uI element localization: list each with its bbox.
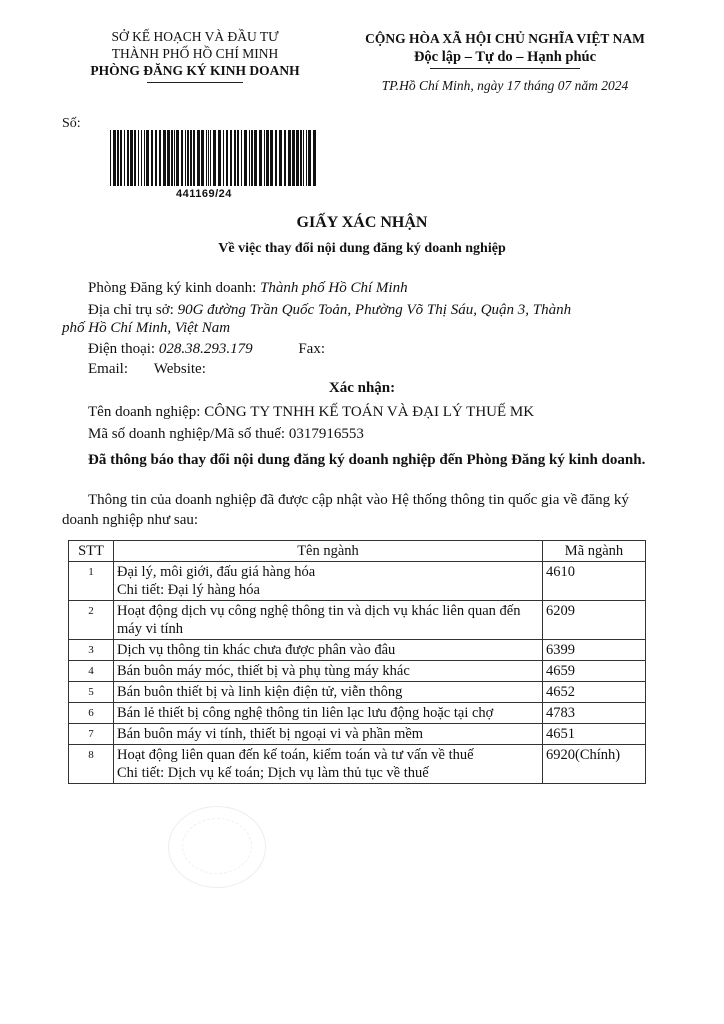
barcode-bar <box>208 130 209 186</box>
barcode-bar <box>308 130 311 186</box>
barcode-bar <box>251 130 253 186</box>
enterprise-name-value: CÔNG TY TNHH KẾ TOÁN VÀ ĐẠI LÝ THUẾ MK <box>204 404 535 420</box>
address-value-2: phố Hồ Chí Minh, Việt Nam <box>62 320 231 336</box>
barcode-bar <box>171 130 173 186</box>
email-label: Email: <box>88 361 128 377</box>
row-stt: 4 <box>69 661 114 682</box>
tax-code-line <box>88 424 654 444</box>
row-stt: 2 <box>69 601 114 640</box>
barcode-bar <box>241 130 242 186</box>
industry-name-text: Đại lý, môi giới, đấu giá hàng hóa <box>117 564 316 580</box>
table-row <box>69 724 646 745</box>
barcode-bar <box>279 130 282 186</box>
barcode-bar <box>218 130 221 186</box>
barcode-bar <box>146 130 149 186</box>
table-row <box>69 601 646 640</box>
row-industry-name: Hoạt động dịch vụ công nghệ thông tin và dịch vụ khác liên quan đến máy vi tính <box>114 601 543 640</box>
office-value: Thành phố Hồ Chí Minh <box>260 280 408 296</box>
row-industry-code: 6399 <box>543 640 646 661</box>
barcode-bar <box>144 130 145 186</box>
barcode-bar <box>190 130 192 186</box>
row-industry-code: 4783 <box>543 703 646 724</box>
barcode-bar <box>141 130 142 186</box>
barcode-bar <box>303 130 304 186</box>
barcode-bar <box>259 130 262 186</box>
barcode-bar <box>163 130 166 186</box>
nation-name: CỘNG HÒA XÃ HỘI CHỦ NGHĨA VIỆT NAM <box>365 31 645 46</box>
row-industry-code: 6209 <box>543 601 646 640</box>
table-row <box>69 661 646 682</box>
row-industry-name <box>114 745 543 784</box>
row-stt: 6 <box>69 703 114 724</box>
barcode-bar <box>210 130 211 186</box>
barcode-bar <box>230 130 232 186</box>
row-industry-code: 4610 <box>543 562 646 601</box>
row-industry-name: Bán buôn thiết bị và linh kiện điện tử, viễn thông <box>114 682 543 703</box>
agency-underline <box>147 82 243 83</box>
tax-code-label: Mã số doanh nghiệp/Mã số thuế: <box>88 426 286 442</box>
row-industry-name <box>114 562 543 601</box>
barcode-bar <box>223 130 224 186</box>
barcode-bar <box>284 130 286 186</box>
barcode-bar <box>197 130 200 186</box>
barcode-bar <box>167 130 170 186</box>
motto-underline <box>430 68 580 69</box>
agency-line-2: THÀNH PHỐ HỒ CHÍ MINH <box>111 46 279 61</box>
enterprise-name-label: Tên doanh nghiệp: <box>88 404 201 420</box>
barcode-bar <box>159 130 161 186</box>
phone-value: 028.38.293.179 <box>158 341 253 357</box>
barcode-bar <box>266 130 269 186</box>
barcode-bar <box>275 130 277 186</box>
email-line <box>88 359 654 379</box>
intro-paragraph: Thông tin của doanh nghiệp đã được cập nhật vào Hệ thống thông tin quốc gia về đăng ký doanh nghiệp như sau: <box>62 492 629 528</box>
barcode-bar <box>134 130 136 186</box>
row-industry-name: Dịch vụ thông tin khác chưa được phân vào đâu <box>114 640 543 661</box>
table-row <box>69 682 646 703</box>
table-row <box>69 562 646 601</box>
phone-label: Điện thoại: <box>88 341 156 357</box>
barcode-bar <box>226 130 228 186</box>
issue-date: TP.Hồ Chí Minh, ngày 17 tháng 07 năm 2024 <box>381 78 629 93</box>
barcode-bar <box>185 130 186 186</box>
issuing-agency-header <box>60 28 330 83</box>
row-stt: 3 <box>69 640 114 661</box>
row-stt: 8 <box>69 745 114 784</box>
row-industry-code: 4651 <box>543 724 646 745</box>
row-stt: 7 <box>69 724 114 745</box>
document-number-label: Số: <box>62 116 81 131</box>
header-stt: STT <box>69 541 114 562</box>
faint-seal-inner-icon <box>182 818 252 874</box>
barcode-bar <box>249 130 250 186</box>
row-industry-name: Bán lẻ thiết bị công nghệ thông tin liên lạc lưu động hoặc tại chợ <box>114 703 543 724</box>
table-header-row <box>69 541 646 562</box>
barcode-bar <box>130 130 133 186</box>
barcode-bar <box>110 130 111 186</box>
barcode-bar <box>113 130 116 186</box>
row-industry-code: 6920(Chính) <box>543 745 646 784</box>
header-industry-code: Mã ngành <box>543 541 646 562</box>
phone-line <box>88 339 654 359</box>
row-stt: 5 <box>69 682 114 703</box>
barcode-bar <box>201 130 204 186</box>
barcode-bar <box>120 130 122 186</box>
industry-table <box>68 540 646 784</box>
industry-name-text: Hoạt động liên quan đến kế toán, kiểm toán và tư vấn về thuế <box>117 747 474 763</box>
enterprise-name-line <box>88 402 654 422</box>
barcode-bar <box>264 130 265 186</box>
national-header <box>340 30 670 95</box>
barcode-bar <box>187 130 189 186</box>
table-row <box>69 745 646 784</box>
barcode-bar <box>155 130 157 186</box>
row-stt: 1 <box>69 562 114 601</box>
barcode-bar <box>234 130 236 186</box>
row-industry-name: Bán buôn máy vi tính, thiết bị ngoại vi và phần mềm <box>114 724 543 745</box>
agency-line-1: SỞ KẾ HOẠCH VÀ ĐẦU TƯ <box>111 29 279 44</box>
barcode-bar <box>151 130 153 186</box>
barcode-bar <box>270 130 273 186</box>
address-value-1: 90G đường Trần Quốc Toản, Phường Võ Thị Sáu, Quận 3, Thành <box>177 302 572 318</box>
row-industry-code: 4652 <box>543 682 646 703</box>
agency-line-3: PHÒNG ĐĂNG KÝ KINH DOANH <box>90 63 300 78</box>
barcode-bar <box>313 130 316 186</box>
header-industry-name: Tên ngành <box>114 541 543 562</box>
barcode-bar <box>292 130 295 186</box>
address-line <box>88 300 654 320</box>
tax-code-value: 0317916553 <box>288 426 364 442</box>
office-label: Phòng Đăng ký kinh doanh: <box>88 280 257 296</box>
fax-label: Fax: <box>298 341 325 357</box>
barcode-bar <box>288 130 291 186</box>
office-line <box>88 278 654 298</box>
industry-detail-text: Chi tiết: Đại lý hàng hóa <box>117 582 260 598</box>
table-row <box>69 703 646 724</box>
barcode-number: 441169/24 <box>176 188 232 200</box>
barcode-bar <box>176 130 179 186</box>
national-motto: Độc lập – Tự do – Hạnh phúc <box>413 49 597 65</box>
row-industry-name: Bán buôn máy móc, thiết bị và phụ tùng máy khác <box>114 661 543 682</box>
barcode-bar <box>213 130 216 186</box>
barcode-bar <box>296 130 299 186</box>
barcode-bar <box>138 130 139 186</box>
address-label: Địa chỉ trụ sở: <box>88 302 174 318</box>
barcode-bar <box>237 130 239 186</box>
barcode-bar <box>206 130 207 186</box>
row-industry-code: 4659 <box>543 661 646 682</box>
table-row <box>69 640 646 661</box>
notice-text: Đã thông báo thay đổi nội dung đăng ký doanh nghiệp đến Phòng Đăng ký kinh doanh. <box>88 452 646 468</box>
barcode <box>110 130 320 186</box>
barcode-bar <box>181 130 183 186</box>
barcode-bar <box>124 130 125 186</box>
barcode-bar <box>300 130 302 186</box>
barcode-bar <box>117 130 119 186</box>
document-title: GIẤY XÁC NHẬN <box>296 214 428 231</box>
confirm-heading: Xác nhận: <box>328 380 396 396</box>
barcode-bar <box>193 130 195 186</box>
barcode-bar <box>244 130 247 186</box>
barcode-bar <box>174 130 175 186</box>
industry-detail-text: Chi tiết: Dịch vụ kế toán; Dịch vụ làm thủ tục về thuế <box>117 765 429 781</box>
website-label: Website: <box>153 361 206 377</box>
barcode-bar <box>254 130 257 186</box>
document-subtitle: Về việc thay đổi nội dung đăng ký doanh nghiệp <box>218 241 506 256</box>
barcode-bar <box>306 130 307 186</box>
barcode-bar <box>127 130 129 186</box>
